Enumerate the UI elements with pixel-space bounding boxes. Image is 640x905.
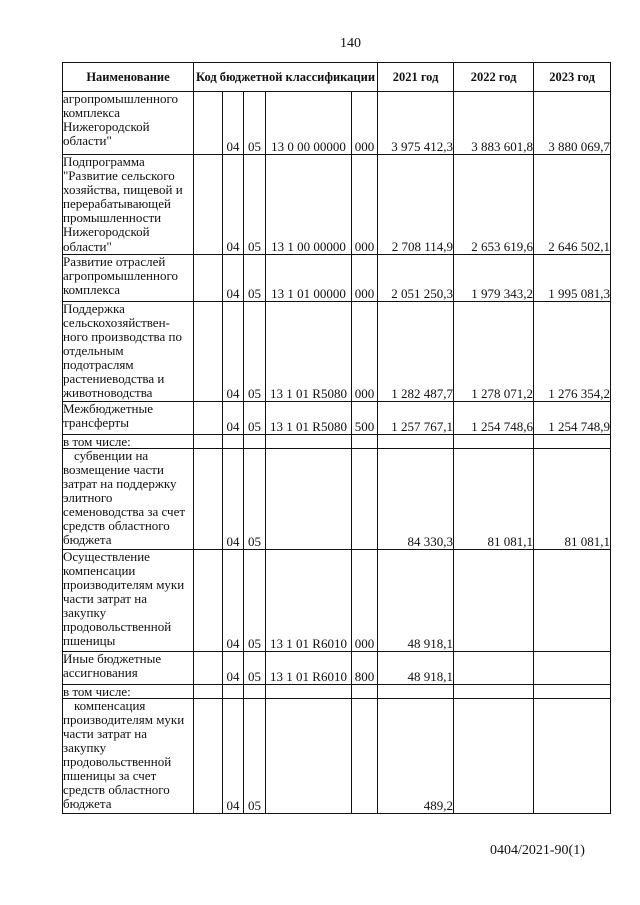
amount-2023-cell <box>534 434 611 448</box>
target-article-cell <box>266 448 352 549</box>
target-article-cell: 13 1 00 00000 <box>266 155 352 255</box>
table-header-row <box>63 63 611 92</box>
expense-type-cell <box>352 448 378 549</box>
row-name-cell: Иные бюджетные ассигнования <box>63 651 194 684</box>
target-article-cell: 13 1 01 R5080 <box>266 401 352 434</box>
row-name-cell: Межбюджетные трансферты <box>63 401 194 434</box>
amount-2021-cell: 48 918,1 <box>378 549 454 651</box>
subsection-code-cell: 05 <box>244 301 266 401</box>
row-name-cell: агропромышленного комплекса Нижегородской области" <box>63 92 194 155</box>
section-code-cell: 04 <box>223 301 244 401</box>
amount-2022-cell <box>454 651 534 684</box>
header-2021: 2021 год <box>378 63 454 92</box>
subsection-code-cell: 05 <box>244 651 266 684</box>
expense-type-cell: 000 <box>352 254 378 301</box>
amount-2023-cell: 1 995 081,3 <box>534 254 611 301</box>
header-2023: 2023 год <box>534 63 611 92</box>
amount-2022-cell <box>454 434 534 448</box>
row-name-cell: Поддержка сельскохозяйствен- ного производства по отдельным подотраслям растениеводства и животноводства <box>63 301 194 401</box>
agency-code-cell <box>194 301 223 401</box>
subsection-code-cell <box>244 684 266 698</box>
agency-code-cell <box>194 448 223 549</box>
section-code-cell: 04 <box>223 549 244 651</box>
subsection-code-cell: 05 <box>244 155 266 255</box>
table-row <box>63 254 611 301</box>
row-name-cell: Подпрограмма "Развитие сельского хозяйства, пищевой и перерабатывающей промышленности Нижегородской области" <box>63 155 194 255</box>
row-name-cell: Развитие отраслей агропромышленного комплекса <box>63 254 194 301</box>
section-code-cell: 04 <box>223 254 244 301</box>
amount-2022-cell: 1 278 071,2 <box>454 301 534 401</box>
agency-code-cell <box>194 155 223 255</box>
section-code-cell: 04 <box>223 698 244 813</box>
amount-2023-cell: 3 880 069,7 <box>534 92 611 155</box>
amount-2021-cell: 3 975 412,3 <box>378 92 454 155</box>
amount-2021-cell <box>378 434 454 448</box>
amount-2022-cell: 81 081,1 <box>454 448 534 549</box>
row-name-cell: компенсация производителям муки части затрат на закупку продовольственной пшеницы за счет средств областного бюджета <box>63 698 194 813</box>
expense-type-cell: 000 <box>352 301 378 401</box>
amount-2021-cell: 48 918,1 <box>378 651 454 684</box>
row-name-cell: в том числе: <box>63 434 194 448</box>
section-code-cell <box>223 684 244 698</box>
amount-2021-cell: 1 282 487,7 <box>378 301 454 401</box>
target-article-cell <box>266 698 352 813</box>
target-article-cell <box>266 434 352 448</box>
target-article-cell: 13 0 00 00000 <box>266 92 352 155</box>
amount-2021-cell: 1 257 767,1 <box>378 401 454 434</box>
table-row <box>63 401 611 434</box>
expense-type-cell: 000 <box>352 549 378 651</box>
subsection-code-cell: 05 <box>244 92 266 155</box>
target-article-cell: 13 1 01 R6010 <box>266 549 352 651</box>
expense-type-cell: 000 <box>352 155 378 255</box>
table-row <box>63 448 611 549</box>
row-name-cell: Осуществление компенсации производителям муки части затрат на закупку продовольственной пшеницы <box>63 549 194 651</box>
expense-type-cell: 800 <box>352 651 378 684</box>
section-code-cell: 04 <box>223 92 244 155</box>
amount-2021-cell: 489,2 <box>378 698 454 813</box>
agency-code-cell <box>194 434 223 448</box>
table-row <box>63 549 611 651</box>
row-name-cell: субвенции на возмещение части затрат на поддержку элитного семеноводства за счет средств областного бюджета <box>63 448 194 549</box>
amount-2021-cell: 84 330,3 <box>378 448 454 549</box>
amount-2023-cell: 1 276 354,2 <box>534 301 611 401</box>
expense-type-cell <box>352 698 378 813</box>
table-row <box>63 301 611 401</box>
amount-2021-cell: 2 708 114,9 <box>378 155 454 255</box>
subsection-code-cell: 05 <box>244 698 266 813</box>
target-article-cell: 13 1 01 00000 <box>266 254 352 301</box>
amount-2021-cell <box>378 684 454 698</box>
section-code-cell <box>223 434 244 448</box>
table-row <box>63 684 611 698</box>
subsection-code-cell: 05 <box>244 448 266 549</box>
subsection-code-cell: 05 <box>244 401 266 434</box>
amount-2023-cell <box>534 549 611 651</box>
agency-code-cell <box>194 684 223 698</box>
section-code-cell: 04 <box>223 401 244 434</box>
expense-type-cell: 500 <box>352 401 378 434</box>
row-name-cell: в том числе: <box>63 684 194 698</box>
target-article-cell <box>266 684 352 698</box>
header-name: Наименование <box>63 63 194 92</box>
document-code: 0404/2021-90(1) <box>490 843 585 858</box>
table-row <box>63 651 611 684</box>
amount-2022-cell: 1 254 748,6 <box>454 401 534 434</box>
target-article-cell: 13 1 01 R5080 <box>266 301 352 401</box>
budget-table <box>62 62 611 814</box>
amount-2022-cell <box>454 684 534 698</box>
section-code-cell: 04 <box>223 155 244 255</box>
expense-type-cell: 000 <box>352 92 378 155</box>
target-article-cell: 13 1 01 R6010 <box>266 651 352 684</box>
subsection-code-cell <box>244 434 266 448</box>
expense-type-cell <box>352 684 378 698</box>
page-number: 140 <box>340 36 361 51</box>
table-row <box>63 155 611 255</box>
table-row <box>63 92 611 155</box>
header-2022: 2022 год <box>454 63 534 92</box>
amount-2023-cell: 1 254 748,9 <box>534 401 611 434</box>
section-code-cell: 04 <box>223 651 244 684</box>
agency-code-cell <box>194 401 223 434</box>
amount-2022-cell <box>454 698 534 813</box>
amount-2023-cell: 81 081,1 <box>534 448 611 549</box>
header-budget-code: Код бюджетной классификации <box>194 63 378 92</box>
subsection-code-cell: 05 <box>244 549 266 651</box>
amount-2022-cell: 2 653 619,6 <box>454 155 534 255</box>
section-code-cell: 04 <box>223 448 244 549</box>
amount-2022-cell: 3 883 601,8 <box>454 92 534 155</box>
amount-2023-cell <box>534 698 611 813</box>
expense-type-cell <box>352 434 378 448</box>
amount-2023-cell: 2 646 502,1 <box>534 155 611 255</box>
amount-2023-cell <box>534 651 611 684</box>
subsection-code-cell: 05 <box>244 254 266 301</box>
agency-code-cell <box>194 698 223 813</box>
table-row <box>63 434 611 448</box>
table-row <box>63 698 611 813</box>
agency-code-cell <box>194 651 223 684</box>
agency-code-cell <box>194 92 223 155</box>
amount-2022-cell <box>454 549 534 651</box>
agency-code-cell <box>194 549 223 651</box>
amount-2023-cell <box>534 684 611 698</box>
agency-code-cell <box>194 254 223 301</box>
amount-2021-cell: 2 051 250,3 <box>378 254 454 301</box>
amount-2022-cell: 1 979 343,2 <box>454 254 534 301</box>
